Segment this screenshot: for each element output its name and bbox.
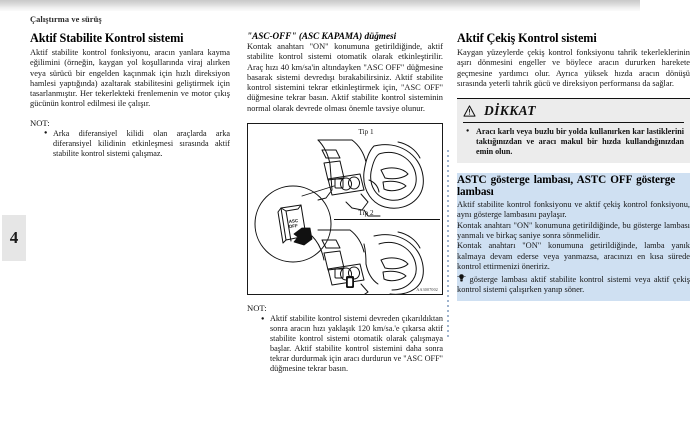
astc-lamp-text: gösterge lambası aktif stabilite kontrol sistemi veya aktif çekiş kontrol sistemi çalışırken yanıp söner.: [457, 274, 690, 295]
svg-text:ASC: ASC: [288, 218, 299, 225]
section-body-asc-off: Kontak anahtarı "ON" konumuna getirildiğinde, aktif stabilite kontrol sistemi otomatik olarak etkinleştirilir. Araç hızı 40 km/sa'in altındayken "ASC OFF" düğmesine basarak sistemi devredışı bırakabilirsiniz. Aktif stabilite kontrol sistemini tekrar etkinleştirmek için, "ASC OFF" düğmesine tekrar basın. Aktif stabilite kontrol sisteminin normal olarak devrede olması önemle tavsiye olunur.: [247, 42, 443, 113]
warning-box-dikkat: [457, 98, 690, 162]
warning-title: DİKKAT: [484, 103, 536, 119]
running-head: Çalıştırma ve sürüş: [30, 15, 102, 24]
note-list-left: [30, 129, 230, 159]
astc-paragraph-3: Kontak anahtarı "ON" konumuna getirildiğinde, lamba yanık kalmaya devam ederse veya yanmazsa, aracınızı en kısa sürede kontrol ettirmenizi öneririz.: [457, 241, 690, 272]
astc-highlight-block: [457, 173, 690, 302]
section-body-atc: Kaygan yüzeylerde çekiş kontrol fonksiyonu tahrik tekerleklerinin aşırı dönmesini engeller ve böylece aracın dururken harekete geçmesine yardımcı olur. Ayrıca yüksek hızda aracın dönüşü sırasında yeterli tahrik gücü ve direksiyon performansı da sağlar.: [457, 48, 690, 88]
list-item: ● Aracı karlı veya buzlu bir yolda kullanırken kar lastiklerini taktığınızdan ve aracı makul bir hızda kullandığınızdan emin olun.: [465, 127, 684, 156]
chapter-number: 4: [9, 228, 19, 247]
warning-list: [463, 127, 684, 156]
astc-paragraph-1: Aktif stabilite kontrol fonksiyonu ve aktif çekiş kontrol fonksiyonu, aynı gösterge lambasını paylaşır.: [457, 199, 690, 220]
note-label-left: NOT:: [30, 117, 50, 128]
section-heading-atc: Aktif Çekiş Kontrol sistemi: [457, 31, 597, 45]
column-right: [457, 31, 690, 301]
figure-code-label: AA3007002: [416, 287, 438, 293]
column-left: [30, 31, 230, 161]
scan-gradient-band-right: [640, 0, 696, 9]
figure-caption-tip1: Tip 1: [358, 128, 374, 137]
figure-caption-tip2: Tip 2: [358, 209, 374, 218]
note-label-middle: NOT:: [247, 303, 267, 314]
chapter-tab: [2, 215, 26, 261]
astc-paragraph-2: Kontak anahtarı "ON" konumuna getirildiğinde, bu gösterge lambası yanmalı ve birkaç saniye sonra sönmelidir.: [457, 220, 690, 240]
note-list-middle: [247, 314, 443, 374]
scan-gradient-band: [0, 0, 640, 11]
binding-strip: [447, 150, 449, 340]
warning-header: [463, 103, 684, 123]
list-item: ● Aktif stabilite kontrol sistemi devreden çıkarıldıktan sonra aracın hızı yaklaşık 120 km/sa.'e çıkarsa aktif stabilite kontrol sistemi otomatik olarak çalışmaya başlar. Aktif stabilite kontrol sistemini daha sonra tekrar durdurmak için aracı durdurun ve "ASC OFF" düğmesine tekrar basın.: [261, 314, 443, 374]
section-body-asc: Aktif stabilite kontrol fonksiyonu, aracın yanlara kayma eğilimini (örneğin, kaygan yol koşullarında viraj alırken veya sürücü bir engelden kaçınmak için hızlı direksiyon hamlesi yaptığında) azaltarak stabilitesini geliştirmek için tasarlanmıştır. Her tekerlekteki frenlemenin ve motor çıkış gücünün kontrol edilmesi ile çalışır.: [30, 48, 230, 109]
list-item: ● Arka diferansiyel kilidi olan araçlarda arka diferansiyel kilidinin etkinleşmesi sırasında aktif stabilite kontrol sistemi çalışmaz.: [44, 129, 230, 159]
astc-indicator-lamp-icon: [457, 273, 466, 282]
svg-text:OFF: OFF: [288, 223, 298, 230]
section-heading-asc-off: "ASC-OFF" (ASC KAPAMA) düğmesi: [247, 31, 397, 41]
column-middle: [247, 31, 443, 376]
section-heading-asc: Aktif Stabilite Kontrol sistemi: [30, 31, 184, 45]
astc-paragraph-lamp: [457, 273, 690, 296]
figure-asc-off-switch: [247, 123, 443, 295]
section-heading-astc: ASTC gösterge lambası, ASTC OFF gösterge lambası: [457, 173, 676, 199]
dashboard-illustration: [248, 124, 443, 295]
warning-triangle-icon: [463, 105, 476, 117]
